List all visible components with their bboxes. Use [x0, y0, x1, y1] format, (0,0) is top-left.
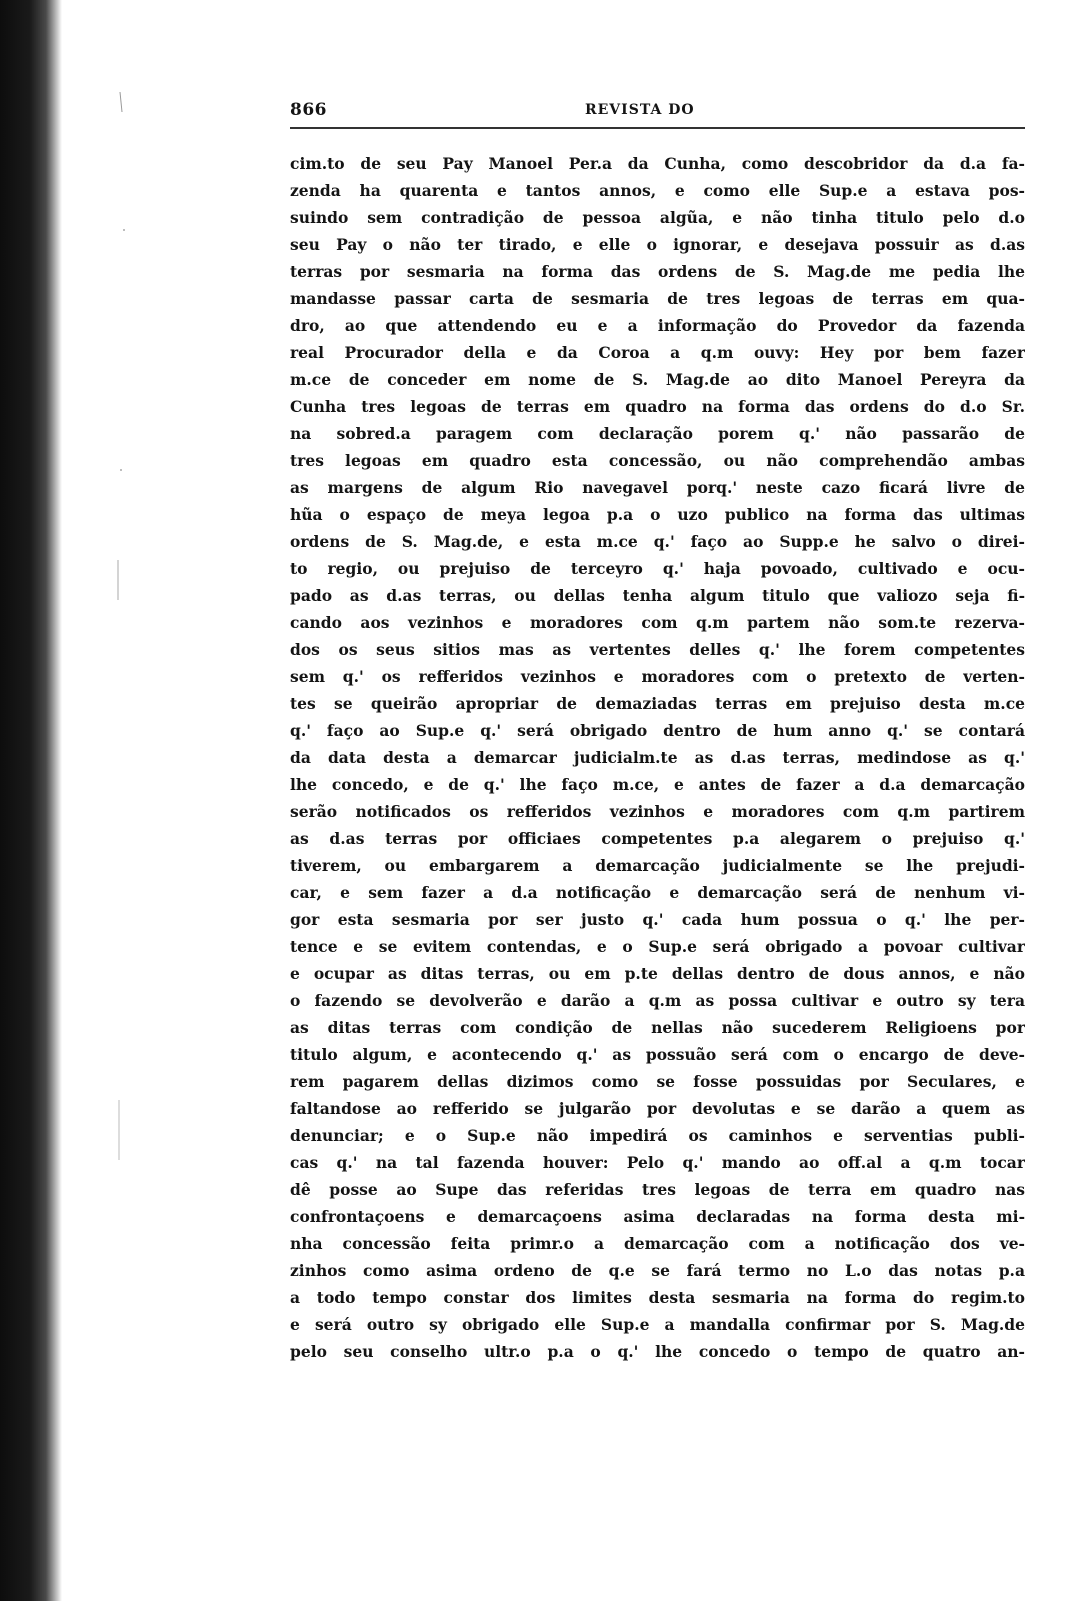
text-line: e será outro sy obrigado elle Sup.e a mandalla confirmar por S. Mag.de [290, 1315, 1025, 1334]
running-head [290, 100, 1025, 126]
text-line: sem q.' os refferidos vezinhos e moradores com o pretexto de verten- [290, 667, 1025, 686]
text-line: titulo algum, e acontecendo q.' as possuão será com o encargo de deve- [290, 1045, 1025, 1064]
text-line: suindo sem contradição de pessoa algũa, e não tinha titulo pelo d.o [290, 208, 1025, 227]
text-line: seu Pay o não ter tirado, e elle o ignorar, e desejava possuir as d.as [290, 235, 1025, 254]
text-line: cando aos vezinhos e moradores com q.m partem não som.te rezerva- [290, 613, 1025, 632]
text-line: e ocupar as ditas terras, ou em p.te dellas dentro de dous annos, e não [290, 964, 1025, 983]
running-title: REVISTA DO [585, 102, 695, 118]
text-line: hũa o espaço de meya legoa p.a o uzo publico na forma das ultimas [290, 505, 1025, 524]
text-line: car, e sem fazer a d.a notificação e demarcação será de nenhum vi- [290, 883, 1025, 902]
text-line: da data desta a demarcar judicialm.te as d.as terras, medindose as q.' [290, 748, 1025, 767]
text-line: to regio, ou prejuiso de terceyro q.' haja povoado, cultivado e ocu- [290, 559, 1025, 578]
body-text [290, 150, 1025, 1365]
page-number: 866 [290, 100, 327, 120]
text-line: ordens de S. Mag.de, e esta m.ce q.' faço ao Supp.e he salvo o direi- [290, 532, 1025, 551]
text-line: nha concessão feita primr.o a demarcação com a notificação dos ve- [290, 1234, 1025, 1253]
text-line: zinhos como asima ordeno de q.e se fará termo no L.o das notas p.a [290, 1261, 1025, 1280]
text-line: a todo tempo constar dos limites desta sesmaria na forma do regim.to [290, 1288, 1025, 1307]
text-line: tres legoas em quadro esta concessão, ou não comprehendão ambas [290, 451, 1025, 470]
text-line: o fazendo se devolverão e darão a q.m as possa cultivar e outro sy tera [290, 991, 1025, 1010]
text-line: real Procurador della e da Coroa a q.m ouvy: Hey por bem fazer [290, 343, 1025, 362]
text-line: q.' faço ao Sup.e q.' será obrigado dentro de hum anno q.' se contará [290, 721, 1025, 740]
text-line: as ditas terras com condição de nellas não sucederem Religioens por [290, 1018, 1025, 1037]
text-line: faltandose ao refferido se julgarão por devolutas e se darão a quem as [290, 1099, 1025, 1118]
text-line: pelo seu conselho ultr.o p.a o q.' lhe concedo o tempo de quatro an- [290, 1342, 1025, 1361]
text-line: Cunha tres legoas de terras em quadro na forma das ordens do d.o Sr. [290, 397, 1025, 416]
text-line: terras por sesmaria na forma das ordens de S. Mag.de me pedia lhe [290, 262, 1025, 281]
text-line: confrontaçoens e demarcaçoens asima declaradas na forma desta mi- [290, 1207, 1025, 1226]
text-line: lhe concedo, e de q.' lhe faço m.ce, e antes de fazer a d.a demarcação [290, 775, 1025, 794]
text-line: as margens de algum Rio navegavel porq.' neste cazo ficará livre de [290, 478, 1025, 497]
text-line: denunciar; e o Sup.e não impedirá os caminhos e serventias publi- [290, 1126, 1025, 1145]
text-line: tence e se evitem contendas, e o Sup.e será obrigado a povoar cultivar [290, 937, 1025, 956]
text-line: pado as d.as terras, ou dellas tenha algum titulo que valiozo seja fi- [290, 586, 1025, 605]
text-line: tiverem, ou embargarem a demarcação judicialmente se lhe prejudi- [290, 856, 1025, 875]
text-line: as d.as terras por officiaes competentes p.a alegarem o prejuiso q.' [290, 829, 1025, 848]
text-line: dro, ao que attendendo eu e a informação do Provedor da fazenda [290, 316, 1025, 335]
text-line: na sobred.a paragem com declaração porem q.' não passarão de [290, 424, 1025, 443]
text-line: m.ce de conceder em nome de S. Mag.de ao dito Manoel Pereyra da [290, 370, 1025, 389]
text-line: rem pagarem dellas dizimos como se fosse possuidas por Seculares, e [290, 1072, 1025, 1091]
text-line: dê posse ao Supe das referidas tres legoas de terra em quadro nas [290, 1180, 1025, 1199]
text-line: gor esta sesmaria por ser justo q.' cada hum possua o q.' lhe per- [290, 910, 1025, 929]
text-line: cas q.' na tal fazenda houver: Pelo q.' mando ao off.al a q.m tocar [290, 1153, 1025, 1172]
text-line: mandasse passar carta de sesmaria de tres legoas de terras em qua- [290, 289, 1025, 308]
text-line: serão notificados os refferidos vezinhos e moradores com q.m partirem [290, 802, 1025, 821]
text-line: cim.to de seu Pay Manoel Per.a da Cunha, como descobridor da d.a fa- [290, 154, 1025, 173]
text-line: dos os seus sitios mas as vertentes delles q.' lhe forem competentes [290, 640, 1025, 659]
header-rule [290, 127, 1025, 129]
text-line: zenda ha quarenta e tantos annos, e como elle Sup.e a estava pos- [290, 181, 1025, 200]
text-line: tes se queirão apropriar de demaziadas terras em prejuiso desta m.ce [290, 694, 1025, 713]
